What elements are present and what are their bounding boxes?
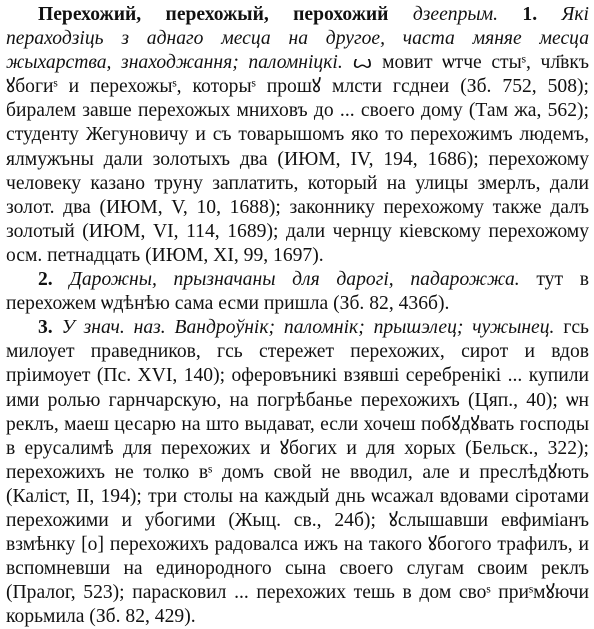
sense-gloss: У знач. наз. Вандроўнік; паломнік; прышэлец; чужынец. [61,317,555,339]
sense-paragraph [6,268,589,316]
entry-first-paragraph [6,3,589,268]
part-of-speech-label: дзеепрым. [412,4,499,25]
sense-citations: ꙍ мовит ѡтче стыˢ, чл҃вкъ ꙋбогиˢ и перехожыˢ, которыˢ прошꙋ млсти гсднеи (Зб. 752, 508); биралем завше перехожых мниховъ до ... своего дому (Там жа, 562); студенту Жегуновичу и съ товарышомъ яко то перехожимъ людемъ, ялмужъны дали золотыхъ два (ИЮМ, IV, 194, 1686); перехожому человеку казано труну заплатить, который на улицы змерлъ, дали золот. два (ИЮМ, V, 10, 1688); законнику перехожому также далъ золотый (ИЮМ, VI, 114, 1689); дали чернцу кіевскому перехожому осм. петнадцать (ИЮМ, XI, 99, 1697). [6,52,589,266]
sense-gloss: Дарожны, прызначаны для дарогі, падарожжа. [69,269,520,291]
entry-headword: Перехожий, перехожый, перохожий [38,4,389,25]
sense-number: 2. [38,269,53,291]
sense-number: 1. [522,4,538,25]
sense-paragraph [6,316,589,629]
sense-gloss: Які пераходзіць з аднаго месца на другое, часта мяняе месца жыхарства, знаходжання; паломніцкі. [6,4,589,74]
sense-citations: тут в перехожем ѡдѣнѣю сама есми пришла (Зб. 82, 436б). [6,269,589,315]
sense-citations: гсь милоует праведников, гсь стережет перехожих, сирот и вдов пріимоует (Пс. XVI, 140); оферовъникі взявші серебренікі ... купили ими ролью гарнчарскую, на погрѣбанье перехожихъ (Цяп., 40); ѡн реклъ, маеш цесарю на што выдават, если хочеш побꙋдꙋвать господы в ерусалимѣ для перехожих и ꙋбогих и для хорых (Бельск., 322); перехожихъ не толко вˢ домъ свой не вводил, але и преслѣдꙋють (Каліст, II, 194); три столы на каждый днь ѡсажал вдовами сіротами перехожими и убогими (Жыц. св., 24б); ꙋслышавши евфиміанъ взмѣнку [о] перехожихъ радовалса ижъ на такого ꙋбогого трафилъ, и вспомневши на единородного сына своего слугам своим реклъ (Пралог, 523); парасковил ... перехожих тешь в дом своˢ приˢмꙋючи корьмила (Зб. 82, 429). [6,317,589,628]
sense-number: 3. [38,317,53,339]
